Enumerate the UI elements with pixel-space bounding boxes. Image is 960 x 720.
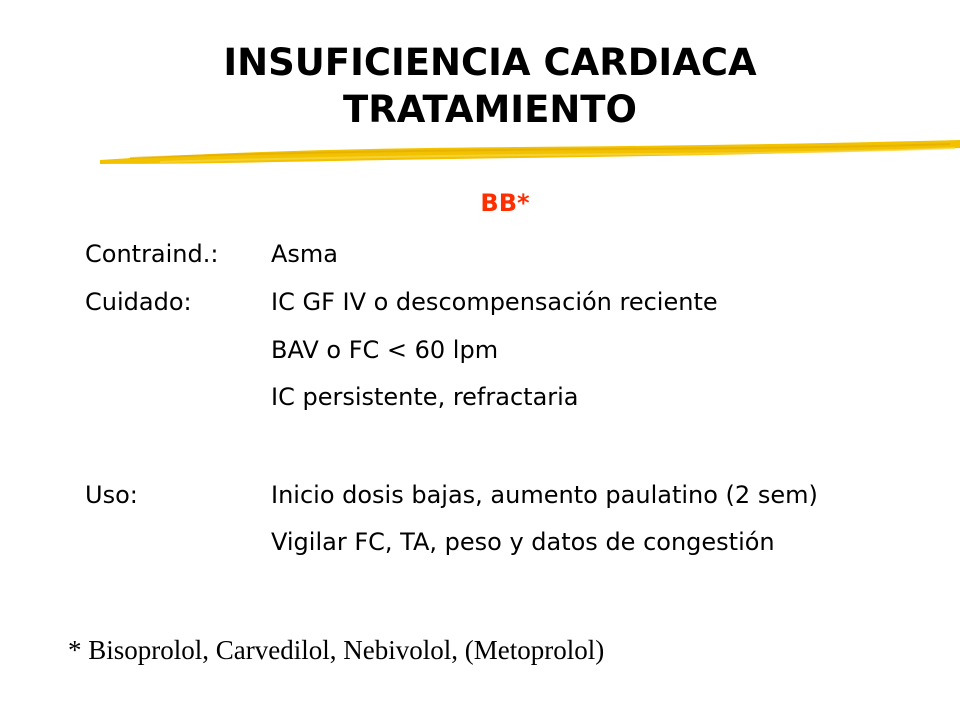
yellow-brush-stroke-underline [100,138,960,172]
item-row [85,286,718,318]
item-row [85,381,579,413]
item-value: IC GF IV o descompensación reciente [271,288,718,316]
item-label: Uso: [85,481,138,509]
item-row [85,334,498,366]
item-row [85,479,818,511]
item-value: Inicio dosis bajas, aumento paulatino (2 sem) [271,481,818,509]
footnote: * Bisoprolol, Carvedilol, Nebivolol, (Metoprolol) [68,635,605,665]
slide-title-line-1: INSUFICIENCIA CARDIACA [223,41,757,84]
slide-subtitle: BB* [480,189,530,217]
item-row [85,526,775,558]
item-value: Asma [271,240,339,268]
slide-title-line-2: TRATAMIENTO [342,88,637,131]
item-row [85,238,338,270]
item-value: BAV o FC < 60 lpm [271,336,499,364]
item-label: Cuidado: [85,288,192,316]
item-label: Contraind.: [85,240,219,268]
item-value: Vigilar FC, TA, peso y datos de congestión [271,528,775,556]
item-value: IC persistente, refractaria [271,383,579,411]
